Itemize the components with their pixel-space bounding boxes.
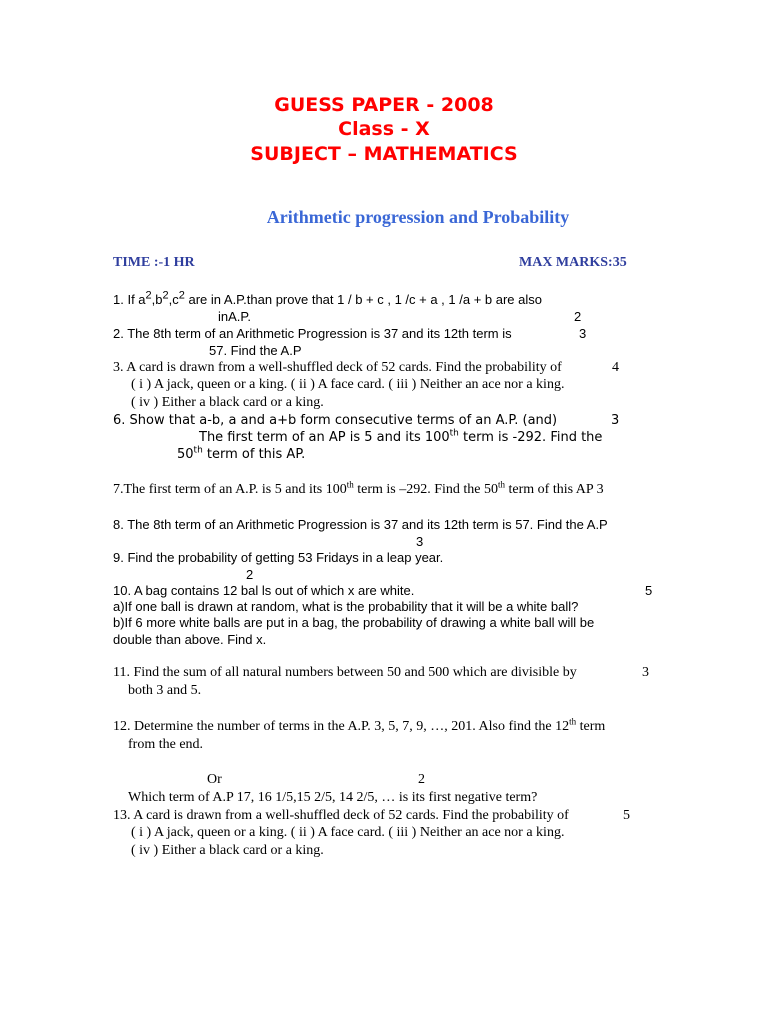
question-12-alternative: Which term of A.P 17, 16 1/5,15 2/5, 14 2/5, … is its first negative term? bbox=[128, 790, 538, 805]
question-10: 10. A bag contains 12 bal ls out of which x are white. bbox=[113, 583, 415, 598]
subject-heading: SUBJECT – MATHEMATICS bbox=[250, 143, 518, 165]
question-8-marks: 3 bbox=[416, 534, 424, 549]
question-6-line-2: The first term of an AP is 5 and its 100th term is -292. Find the bbox=[199, 428, 603, 445]
question-3-marks: 4 bbox=[612, 360, 619, 375]
question-13-marks: 5 bbox=[623, 808, 630, 823]
question-10-part-a: a)If one ball is drawn at random, what is the probability that it will be a white ball? bbox=[113, 599, 579, 614]
question-12: 12. Determine the number of terms in the A.P. 3, 5, 7, 9, …, 201. Also find the 12th term bbox=[113, 716, 606, 734]
question-13-options-1: ( i ) A jack, queen or a king. ( ii ) A face card. ( iii ) Neither an ace nor a king. bbox=[131, 825, 565, 840]
question-8: 8. The 8th term of an Arithmetic Progression is 37 and its 12th term is 57. Find the A.P bbox=[113, 517, 608, 532]
question-13: 13. A card is drawn from a well-shuffled deck of 52 cards. Find the probability of bbox=[113, 808, 569, 823]
question-10-part-b-continued: double than above. Find x. bbox=[113, 632, 267, 647]
question-3-options-2: ( iv ) Either a black card or a king. bbox=[131, 395, 324, 410]
question-13-options-2: ( iv ) Either a black card or a king. bbox=[131, 843, 324, 858]
question-11-continued: both 3 and 5. bbox=[128, 683, 202, 698]
question-1-continued: inA.P. bbox=[218, 309, 252, 324]
question-3-options-1: ( i ) A jack, queen or a king. ( ii ) A face card. ( iii ) Neither an ace nor a king. bbox=[131, 377, 565, 392]
question-1: 1. If $a^2,b^2,c^2$ are in A.P.than prove that 1 / b + c , 1 /c + a , 1 /a + b are also bbox=[113, 289, 543, 307]
question-9-marks: 2 bbox=[246, 567, 254, 582]
question-6: 6. Show that a-b, a and a+b form consecutive terms of an A.P. (and) bbox=[113, 413, 558, 428]
class-heading: Class - X bbox=[338, 118, 430, 140]
question-1-marks: 2 bbox=[574, 309, 582, 324]
question-12-marks: 2 bbox=[418, 772, 425, 787]
paper-title: GUESS PAPER - 2008 bbox=[274, 94, 494, 116]
question-11-marks: 3 bbox=[642, 665, 649, 680]
question-6-line-3: 50th term of this AP. bbox=[177, 445, 306, 462]
question-10-part-b: b)If 6 more white balls are put in a bag, the probability of drawing a white ball will be bbox=[113, 615, 595, 630]
max-marks-label: MAX MARKS:35 bbox=[519, 255, 627, 270]
question-9: 9. Find the probability of getting 53 Fridays in a leap year. bbox=[113, 550, 444, 565]
question-2-marks: 3 bbox=[579, 326, 587, 341]
question-2: 2. The 8th term of an Arithmetic Progression is 37 and its 12th term is bbox=[113, 326, 512, 341]
time-label: TIME :-1 HR bbox=[113, 255, 195, 270]
question-10-marks: 5 bbox=[645, 583, 653, 598]
topic-heading: Arithmetic progression and Probability bbox=[266, 207, 570, 227]
question-12-continued: from the end. bbox=[128, 737, 204, 752]
question-6-marks: 3 bbox=[611, 413, 620, 428]
question-12-or: Or bbox=[207, 772, 222, 787]
question-11: 11. Find the sum of all natural numbers between 50 and 500 which are divisible by bbox=[113, 665, 577, 680]
question-3: 3. A card is drawn from a well-shuffled deck of 52 cards. Find the probability of bbox=[113, 360, 562, 375]
question-2-continued: 57. Find the A.P bbox=[209, 343, 302, 358]
question-7: 7.The first term of an A.P. is 5 and its 100th term is –292. Find the 50th term of this AP 3 bbox=[113, 479, 604, 497]
